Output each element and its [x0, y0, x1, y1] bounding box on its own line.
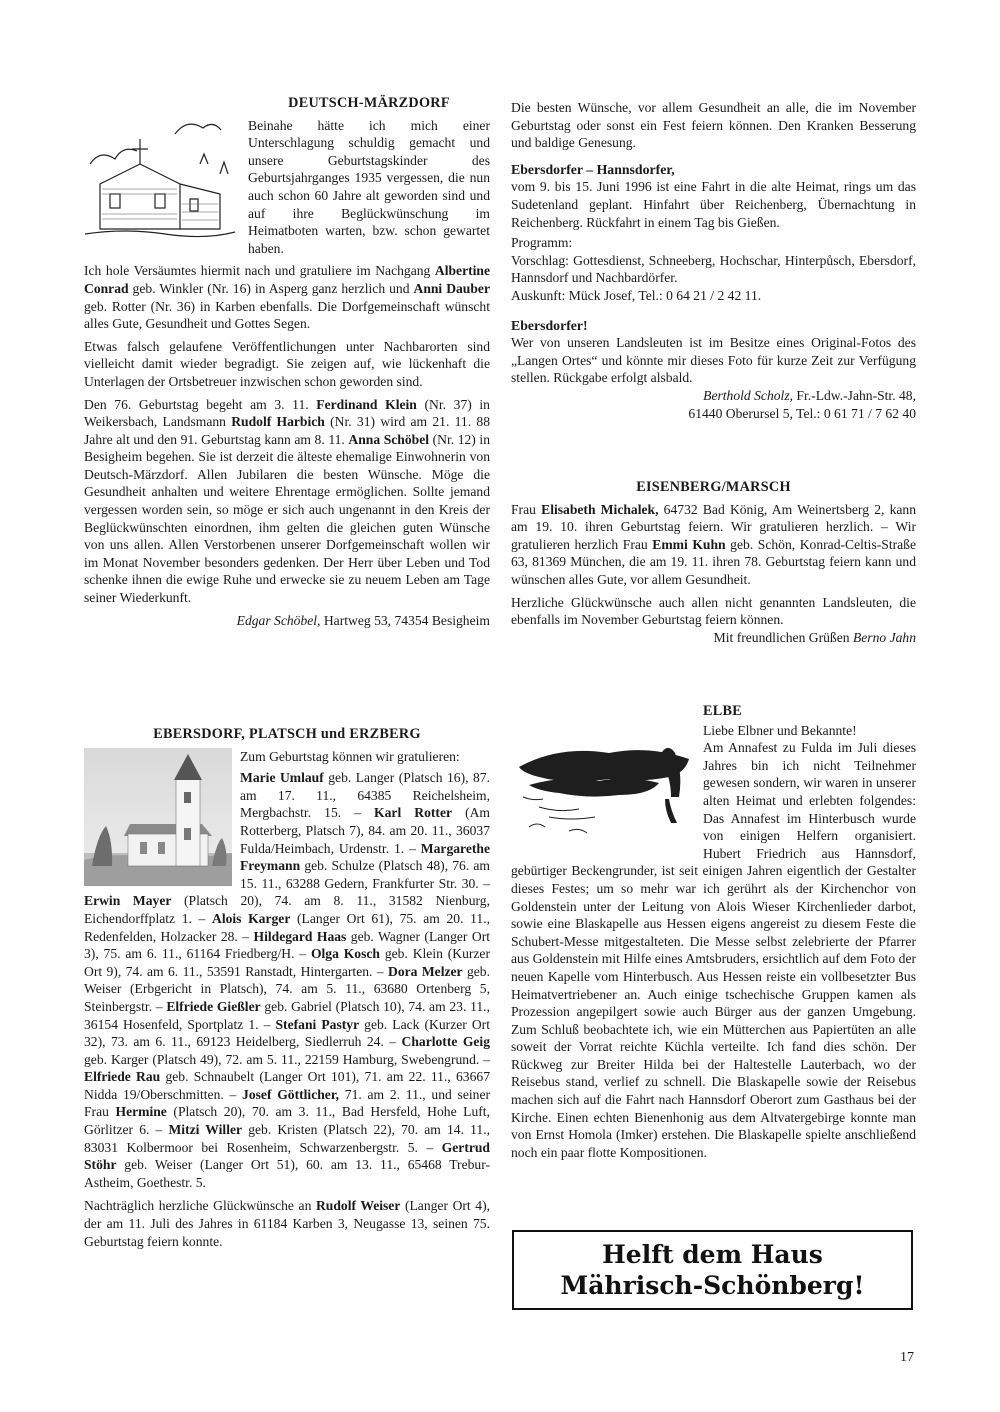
eisenberg-signature: Mit freundlichen Grüßen Berno Jahn	[713, 629, 916, 645]
ebersdorf-intro: Zum Geburtstag können wir gratulieren:	[240, 748, 460, 764]
trip-title: Ebersdorfer – Hannsdorfer,	[511, 161, 675, 177]
deutsch-paragraph-3: Etwas falsch gelaufene Veröffentlichungen unter Nachbarorten sind vielleicht damit wieder begradigt. Sie zeigen auf, wie lückenhaft die Unterlagen der Ortsbetreuer inzwischen schon geworden sind.	[84, 338, 490, 389]
birthday-entry: Mitzi Willer geb. Kristen (Platsch 22), 70. am 14. 11., 83031 Kolbermoor bei Rosenheim, Schwarzenbergstr. 5. –	[84, 1122, 490, 1155]
birthday-entry: Margarethe Freymann geb. Schulze (Platsch 48), 76. am 15. 11., 63288 Gedern, Frankfurter Str. 30. –	[240, 840, 490, 891]
church-photo	[84, 748, 232, 886]
birthday-entry: Elfriede Rau geb. Schnaubelt (Langer Ort 101), 71. am 22. 11., 63667 Nidda 19/Oberschmitten. –	[84, 1069, 490, 1102]
eisenberg-title: EISENBERG/MARSCH	[636, 479, 791, 495]
birthday-entry: Gertrud Stöhr geb. Weiser (Langer Ort 51), 60. am 13. 11., 65468 Trebur-Astheim, Goethestr. 5.	[84, 1139, 490, 1190]
birthday-entry: Erwin Mayer (Platsch 20), 74. am 8. 11., 31582 Nienburg, Eichendorffplatz 1. –	[84, 893, 490, 926]
birthday-entry: Josef Göttlicher, 71. am 2. 11., und seiner Frau	[84, 1086, 491, 1120]
eisenberg-paragraph-1: Frau Elisabeth Michalek, 64732 Bad König, Am Weinertsberg 2, kann am 19. 10. ihren Geburtstag feiern. Wir gratulieren herzlich. – Wir gratulieren herzlich Frau Emmi Kuhn geb. Schön, Konrad-Celtis-Straße 63, 81369 München, die am 19. 11. ihren 78. Geburtstag feiern kann und wünschen alles Gute, vor allem Gesundheit.	[511, 501, 917, 587]
wishes-paragraph: Die besten Wünsche, vor allem Gesundheit an alle, die im November Geburtstag oder sonst ein Fest feiern können. Den Kranken Besserung und baldige Genesung.	[511, 100, 916, 151]
info-line: Auskunft: Mück Josef, Tel.: 0 64 21 / 2 42 11.	[511, 287, 762, 303]
birthday-entry: Alois Karger (Langer Ort 61), 75. am 20. 11., Redenfelden, Holzacker 28. –	[84, 910, 490, 944]
trip-paragraph: vom 9. bis 15. Juni 1996 ist eine Fahrt in die alte Heimat, rings um das Sudetenland geplant. Hinfahrt über Reichenberg, Übernachtung in Reichenberg. Rückfahrt in einem Tag bis Gießen.	[511, 179, 916, 230]
birthday-entry: Dora Melzer geb. Weiser (Erbgericht in Platsch), 74. am 5. 11., 63680 Ortenberg 5, Steinbergstr. –	[84, 963, 490, 1014]
elbe-paragraph: Am Annafest zu Fulda im Juli dieses Jahres bin ich nicht Teilnehmer gewesen sondern, wir waren in unserer alten Heimat und erlebten folgendes: Das Annafest im Hinterbusch wurde von einigen Helfern organisiert. Hubert Friedrich aus Hannsdorf, gebürtiger Beckengrunder, ist seit einigen Jahren eigentlich der Gestalter dieses Festes; um so mehr war ich gerührt als der Kirchenchor von Goldenstein unter der Leitung von Alois Wieser Kirchenlieder darbot, sowie eine Blaskapelle aus Hessen eigens angereist zu diesem Feste die Schubert-Messe mitgestalteten. Die Messe selbst zelebrierte der Pfarrer aus Goldenstein mit Hilfe eines Amtsbruders, ersichtlich auf dem Foto der neuen Kapelle vom Hinterbusch. Aus Hessen reiste ein vollbesetzter Bus Heimatvertriebener an. Auch einige tschechische Gruppen kamen als Prozession angepilgert sowie auch Bürger aus der ganzen Umgebung. Zum Schluß beobachtete ich, wie ein Mütterchen aus Papiertüten an alle soweit der Vorrat reichte Küchla verteilte. Ich fand dies schön. Der Rückweg zur Breiter Hilda bei der Haltestelle Lauterbach, wo der Reisebus stand, verlief zu schnell. Die Blaskapelle sowie der Reisebus machen sich auf die Fahrt nach Hannsdorf Oberort zum Gasthaus bei der Kirche. Einen echten Bienenhonig aus dem Altvatergebirge konnte man von Ernst Homola (Imker) erstehen. Die Blaskapelle spielte anschließend noch ein paar flotte Kompositionen.	[511, 740, 916, 1160]
page-number: 17	[900, 1350, 914, 1365]
elbe-section	[511, 703, 916, 1166]
birthday-entry: Karl Rotter (Am Rotterberg, Platsch 7), 84. am 20. 11., 36037 Fulda/Heimbach, Urdenstr. 1. –	[240, 805, 490, 856]
birthday-entry: Olga Kosch geb. Klein (Kurzer Ort 9), 74. am 6. 11., 53591 Ranstadt, Hintergarten. –	[84, 946, 490, 979]
deutsch-maerzdorf-title: DEUTSCH-MÄRZDORF	[288, 95, 450, 111]
elbe-greeting: Liebe Elbner und Bekannte!	[703, 722, 857, 738]
deutsch-paragraph-2: Ich hole Versäumtes hiermit nach und gratuliere im Nachgang Albertine Conrad geb. Winkler (Nr. 16) in Asperg ganz herzlich und Anni Dauber geb. Rotter (Nr. 36) in Karben ebenfalls. Die Dorfgemeinschaft wünscht alles Gute, Gesundheit und Gottes Segen.	[84, 263, 490, 332]
birthday-entry: Hildegard Haas geb. Wagner (Langer Ort 3), 75. am 6. 11., 61164 Friedberg/H. –	[84, 928, 491, 962]
elbe-title: ELBE	[703, 703, 743, 719]
photo-request-title: Ebersdorfer!	[511, 317, 588, 333]
birthday-entry: Hermine (Platsch 20), 70. am 3. 11., Bad Hersfeld, Hohe Luft, Görlitzer 6. –	[84, 1104, 490, 1138]
ebersdorf-title: EBERSDORF, PLATSCH und ERZBERG	[153, 726, 421, 742]
program-label: Programm:	[511, 235, 573, 251]
birthday-entry: Marie Umlauf geb. Langer (Platsch 16), 87. am 17. 11., 64385 Reichelsheim, Mergbachstr. 15. –	[240, 770, 490, 821]
church-sketch-illustration	[80, 94, 240, 254]
birthday-entry: Elfriede Gießler geb. Gabriel (Platsch 10), 74. am 23. 11., 36154 Hosenfeld, Sportplatz 1. –	[84, 998, 490, 1032]
banner-line-2: Mährisch-Schönberg!	[560, 1271, 865, 1300]
ebersdorf-section	[84, 726, 490, 1255]
banner-line-1: Helft dem Haus	[602, 1240, 823, 1269]
photo-request-signature: Berthold Scholz, Fr.-Ldw.-Jahn-Str. 48, 61440 Oberursel 5, Tel.: 0 61 71 / 7 62 40	[688, 387, 916, 421]
photo-request-paragraph: Wer von unseren Landsleuten ist im Besitze eines Original-Fotos des „Langen Ortes“ und könnte mir dieses Foto für kurze Zeit zur Verfügung stellen. Rückgabe erfolgt alsbald.	[511, 335, 916, 386]
eisenberg-section	[511, 479, 916, 651]
birthday-entry: Charlotte Geig geb. Karger (Platsch 49), 72. am 5. 11., 22159 Hamburg, Swebengrund. –	[84, 1034, 491, 1067]
deutsch-maerzdorf-section	[84, 94, 490, 634]
help-banner	[512, 1230, 913, 1310]
landscape-woodcut-illustration	[509, 727, 699, 847]
deutsch-paragraph-1: Beinahe hätte ich mich einer Unterschlagung schuldig gemacht und unsere Geburtstagskinder des Geburtsjahrganges 1935 vergessen, die nun auch schon 60 Jahre alt geworden sind und auf ihre Beglückwünschung im Heimatboten warten, bzw. schon gewartet haben.	[248, 117, 490, 256]
ebersdorf-notices-section	[511, 99, 916, 427]
ebersdorf-late-wishes: Nachträglich herzliche Glückwünsche an Rudolf Weiser (Langer Ort 4), der am 11. Juli des Jahres in 61184 Karben 3, Neugasse 13, seinen 75. Geburtstag feiern konnte.	[84, 1198, 491, 1249]
birthday-entry: Stefani Pastyr geb. Lack (Kurzer Ort 32), 73. am 6. 11., 69123 Heidelberg, Siedlerruh 24. –	[84, 1016, 490, 1050]
deutsch-paragraph-4: Den 76. Geburtstag begeht am 3. 11. Ferdinand Klein (Nr. 37) in Weikersbach, Landsmann Rudolf Harbich (Nr. 31) wird am 21. 11. 88 Jahre alt und den 91. Geburtstag kann am 8. 11. Anna Schöbel (Nr. 12) in Besigheim begehen. Sie ist derzeit die älteste ehemalige Einwohnerin von Deutsch-Märzdorf. Allen Jubilaren die besten Wünsche. Möge die Gesundheit anhalten und weitere Ehrentage ermöglichen. Sollte jemand vergessen worden sein, so möge er sich auch ungenannt in den Kreis der Beglückwünschten einordnen, ihm gelten die gleichen guten Wünsche von uns allen. Allen Verstorbenen unserer Dorfgemeinschaft wollen wir im Monat November besonders gedenken. Der Herr über Leben und Tod schenke ihnen die ewige Ruhe und erwecke sie zu neuem Leben am Tage seiner Wiederkunft.	[84, 396, 490, 606]
deutsch-signature: Edgar Schöbel, Hartweg 53, 74354 Besigheim	[236, 612, 490, 628]
eisenberg-paragraph-2: Herzliche Glückwünsche auch allen nicht genannten Landsleuten, die ebenfalls im November Geburtstag feiern können.	[511, 594, 916, 628]
program-paragraph: Vorschlag: Gottesdienst, Schneeberg, Hochschar, Hinterpůsch, Ebersdorf, Hannsdorf und Nachbardörfer.	[511, 252, 916, 286]
